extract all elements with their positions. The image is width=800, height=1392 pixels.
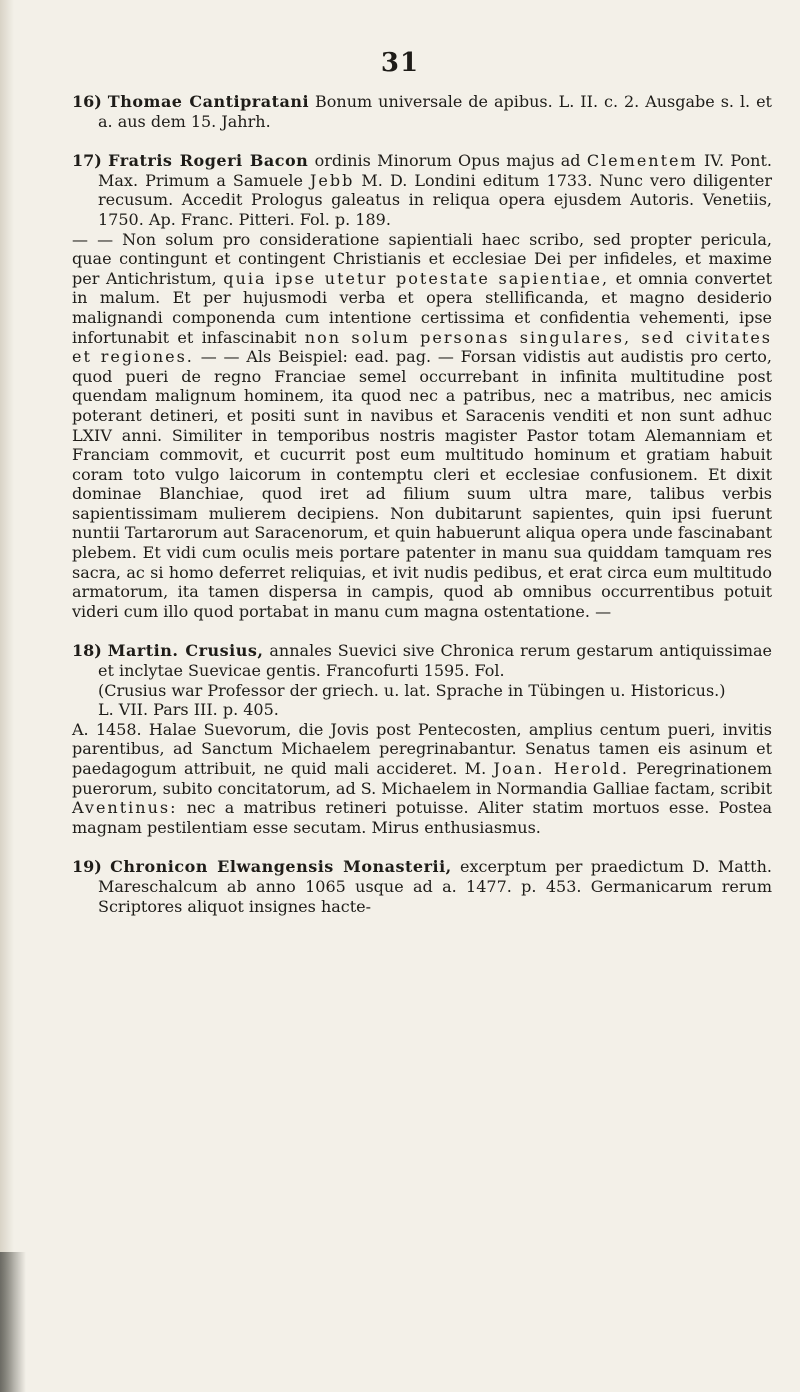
entry-quotation <box>72 720 772 838</box>
entry-author: Fratris Rogeri Bacon <box>108 151 309 171</box>
entry-title: Bonum universale de apibus. L. II. c. 2. Ausgabe s. l. et a. aus dem 15. Jahrh. <box>98 92 772 131</box>
quote-part: — — Als Beispiel: ead. pag. — Forsan vidistis aut audistis pro certo, quod pueri de regno Franciae semel occurrebant in infinita multitudine post quendam malignum hominem, ita quod nec a patribus, nec a matribus, nec amicis poterant detineri, et positi sunt in navibus et Saracenis venditi et non sunt adhuc LXIV anni. Similiter in temporibus nostris magister Pastor totam Alemanniam et Franciam commovit, et cucurrit post eum multitudo hominum et gratiam habuit coram toto vulgo laicorum in contemptu cleri et ecclesiae confusionem. Et dixit dominae Blanchiae, quod iret ad filium suum ultra mare, talibus verbis sapientissimam mulierem decipiens. Non dubitarunt sapientes, quin ipsi fuerunt nuntii Tartarorum aut Saracenorum, et quin habuerunt aliqua opera unde fascinabant plebem. Et vidi cum oculis meis portare patenter in manu sua quiddam tamquam res sacra, ac si homo deferret reliquias, et ivit nudis pedibus, et erat circa eum multitudo armatorum, ita tamen dispersa in campis, quod ab omnibus occurrentibus potuit videri cum illo quod portabat in manu cum magna ostentatione. — <box>72 347 773 621</box>
page-text <box>72 92 772 936</box>
spaced-name: Aventinus: <box>72 798 178 818</box>
entry-title: annales Suevici sive Chronica rerum gestarum antiquissimae et inclytae Suevicae gentis. Francofurti 1595. Fol. <box>98 641 773 681</box>
entry-title-part: ordinis Minorum Opus majus ad <box>308 151 587 171</box>
entry-heading <box>72 92 772 131</box>
entry-heading <box>72 151 772 229</box>
quote-part: — — Non solum pro consideratione sapientiali haec scribo, sed propter pericula, quae contingunt et contingent Christianis et ecclesiae Dei per infideles, et maxime per Antichristum, <box>72 229 772 288</box>
page-corner-shadow <box>0 1252 26 1392</box>
spaced-name: Jebb <box>310 170 355 190</box>
entry-19 <box>72 857 772 916</box>
spaced-emphasis: quia ipse utetur potestate sapientiae, <box>223 268 610 288</box>
spaced-name: Clementem <box>586 151 698 171</box>
quote-part: nec a matribus retineri potuisse. Aliter statim mortuos esse. Postea magnam pestilentiam esse secutam. Mirus enthusiasmus. <box>72 798 772 837</box>
entry-number: 16) <box>72 92 102 111</box>
quote-part: Peregrinationem puerorum, subito concitatorum, ad S. Michaelem in Normandia Galliae factam, scribit <box>72 759 773 798</box>
entry-author: Thomae Cantipratani <box>107 92 310 111</box>
entry-number: 18) <box>72 641 102 661</box>
entry-author: Martin. Crusius, <box>107 641 264 661</box>
entry-heading <box>72 641 772 680</box>
page-gutter-shadow <box>0 0 14 1392</box>
entry-note: (Crusius war Professor der griech. u. lat. Sprache in Tübingen u. Historicus.) <box>98 680 726 700</box>
entry-quotation <box>72 230 772 622</box>
entry-reference: L. VII. Pars III. p. 405. <box>98 700 279 720</box>
entry-author: Chronicon Elwangensis Monasterii, <box>110 857 452 877</box>
quote-part: A. 1458. Halae Suevorum, die Jovis post Pentecosten, amplius centum pueri, invitis parentibus, ad Sanctum Michaelem peregrinabantur. Senatus tamen eis asinum et paedagogum attribuit, ne quid mali accideret. M. <box>72 719 772 778</box>
entry-18 <box>72 641 772 837</box>
quote-part: et omnia convertet in malum. Et per hujusmodi verba et opera stellificanda, et magno desiderio malignandi componenda cum intentione certissima et confidentia vehementi, ipse infortunabit et infascinabit <box>72 268 773 347</box>
entry-number: 17) <box>72 151 102 171</box>
entry-title: excerptum per praedictum D. Matth. Mareschalcum ab anno 1065 usque ad a. 1477. p. 453. Germanicarum rerum Scriptores aliquot insignes hacte- <box>98 857 772 916</box>
spaced-emphasis: non solum personas singulares, sed civitates et regiones. <box>72 327 772 367</box>
spaced-name: Joan. Herold. <box>493 759 630 778</box>
entry-title-part: IV. Pont. Max. Primum a Samuele <box>98 151 772 190</box>
entry-16 <box>72 92 772 131</box>
entry-title-part: M. D. Londini editum 1733. Nunc vero diligenter recusum. Accedit Prologus galeatus in reliqua opera ejusdem Autoris. Venetiis, 1750. Ap. Franc. Pitteri. Fol. p. 189. <box>98 170 773 229</box>
entry-number: 19) <box>72 857 102 877</box>
entry-17 <box>72 151 772 621</box>
page-number: 31 <box>380 48 420 78</box>
entry-heading <box>72 857 772 916</box>
